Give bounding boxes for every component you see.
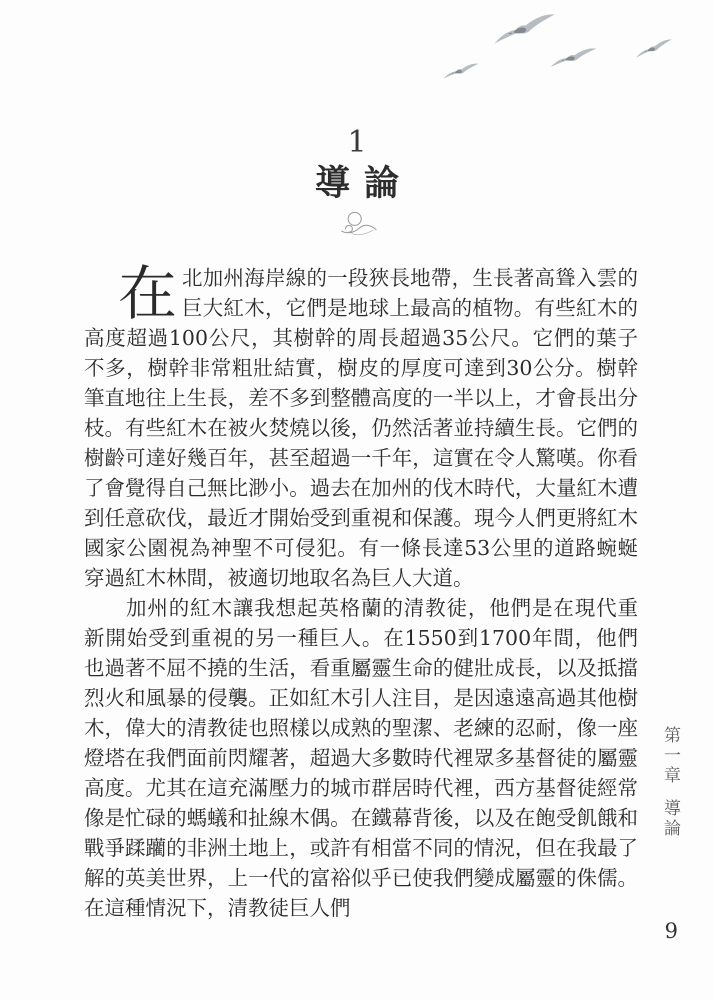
chapter-number: 1 [347, 125, 367, 160]
seagull-icon [549, 45, 599, 70]
running-head-title: 導論 [660, 799, 680, 839]
page-number: 9 [664, 919, 678, 943]
chapter-title: 導論 [314, 163, 413, 204]
paragraph-second: 加州的紅木讓我想起英格蘭的清教徒，他們是在現代重新開始受到重視的另一種巨人。在1550到1700年間，他們也過著不屈不撓的生活，看重屬靈生命的健壯成長，以及抵擋烈火和風暴的侵襲。正如紅木引人注目，是因遠遠高過其他樹木，偉大的清教徒也照樣以成熟的聖潔、老練的忍耐，像一座燈塔在我們面前閃耀著，超過大多數時代裡眾多基督徒的屬靈高度。尤其在這充滿壓力的城市群居時代裡，西方基督徒經常像是忙碌的螞蟻和扯線木偶。在鐵幕背後，以及在飽受飢餓和戰爭蹂躪的非洲土地上，或許有相當不同的情況，但在我最了解的英美世界，上一代的富裕似乎已使我們變成屬靈的侏儒。在這種情況下，清教徒巨人們 [84, 596, 638, 920]
running-head-chapter: 第一章 [660, 726, 680, 786]
seagull-icon [442, 61, 481, 81]
chapter-heading [0, 127, 714, 245]
seagull-icon [633, 37, 675, 61]
seagull-icon [490, 10, 560, 49]
paragraph-first [84, 259, 638, 593]
paragraph-first-text: 北加州海岸線的一段狹長地帶，生長著高聳入雲的巨大紅木，它們是地球上最高的植物。有些紅木的高度超過100公尺，其樹幹的周長超過35公尺。它們的葉子不多，樹幹非常粗壯結實，樹皮的厚度可達到30公分。樹幹筆直地往上生長，差不多到整體高度的一半以上，才會長出分枝。有些紅木在被火焚燒以後，仍然活著並持續生長。它們的樹齡可達好幾百年，甚至超過一千年，這實在令人驚嘆。你看了會覺得自己無比渺小。過去在加州的伐木時代，大量紅木遭到任意砍伐，最近才開始受到重視和保護。現今人們更將紅木國家公園視為神聖不可侵犯。有一條長達53公里的道路蜿蜒穿過紅木林間，被適切地取名為巨人大道。 [84, 266, 638, 590]
drop-cap: 在 [118, 259, 178, 328]
flourish-icon [0, 209, 714, 245]
running-head [658, 726, 683, 839]
body-text [84, 259, 638, 923]
